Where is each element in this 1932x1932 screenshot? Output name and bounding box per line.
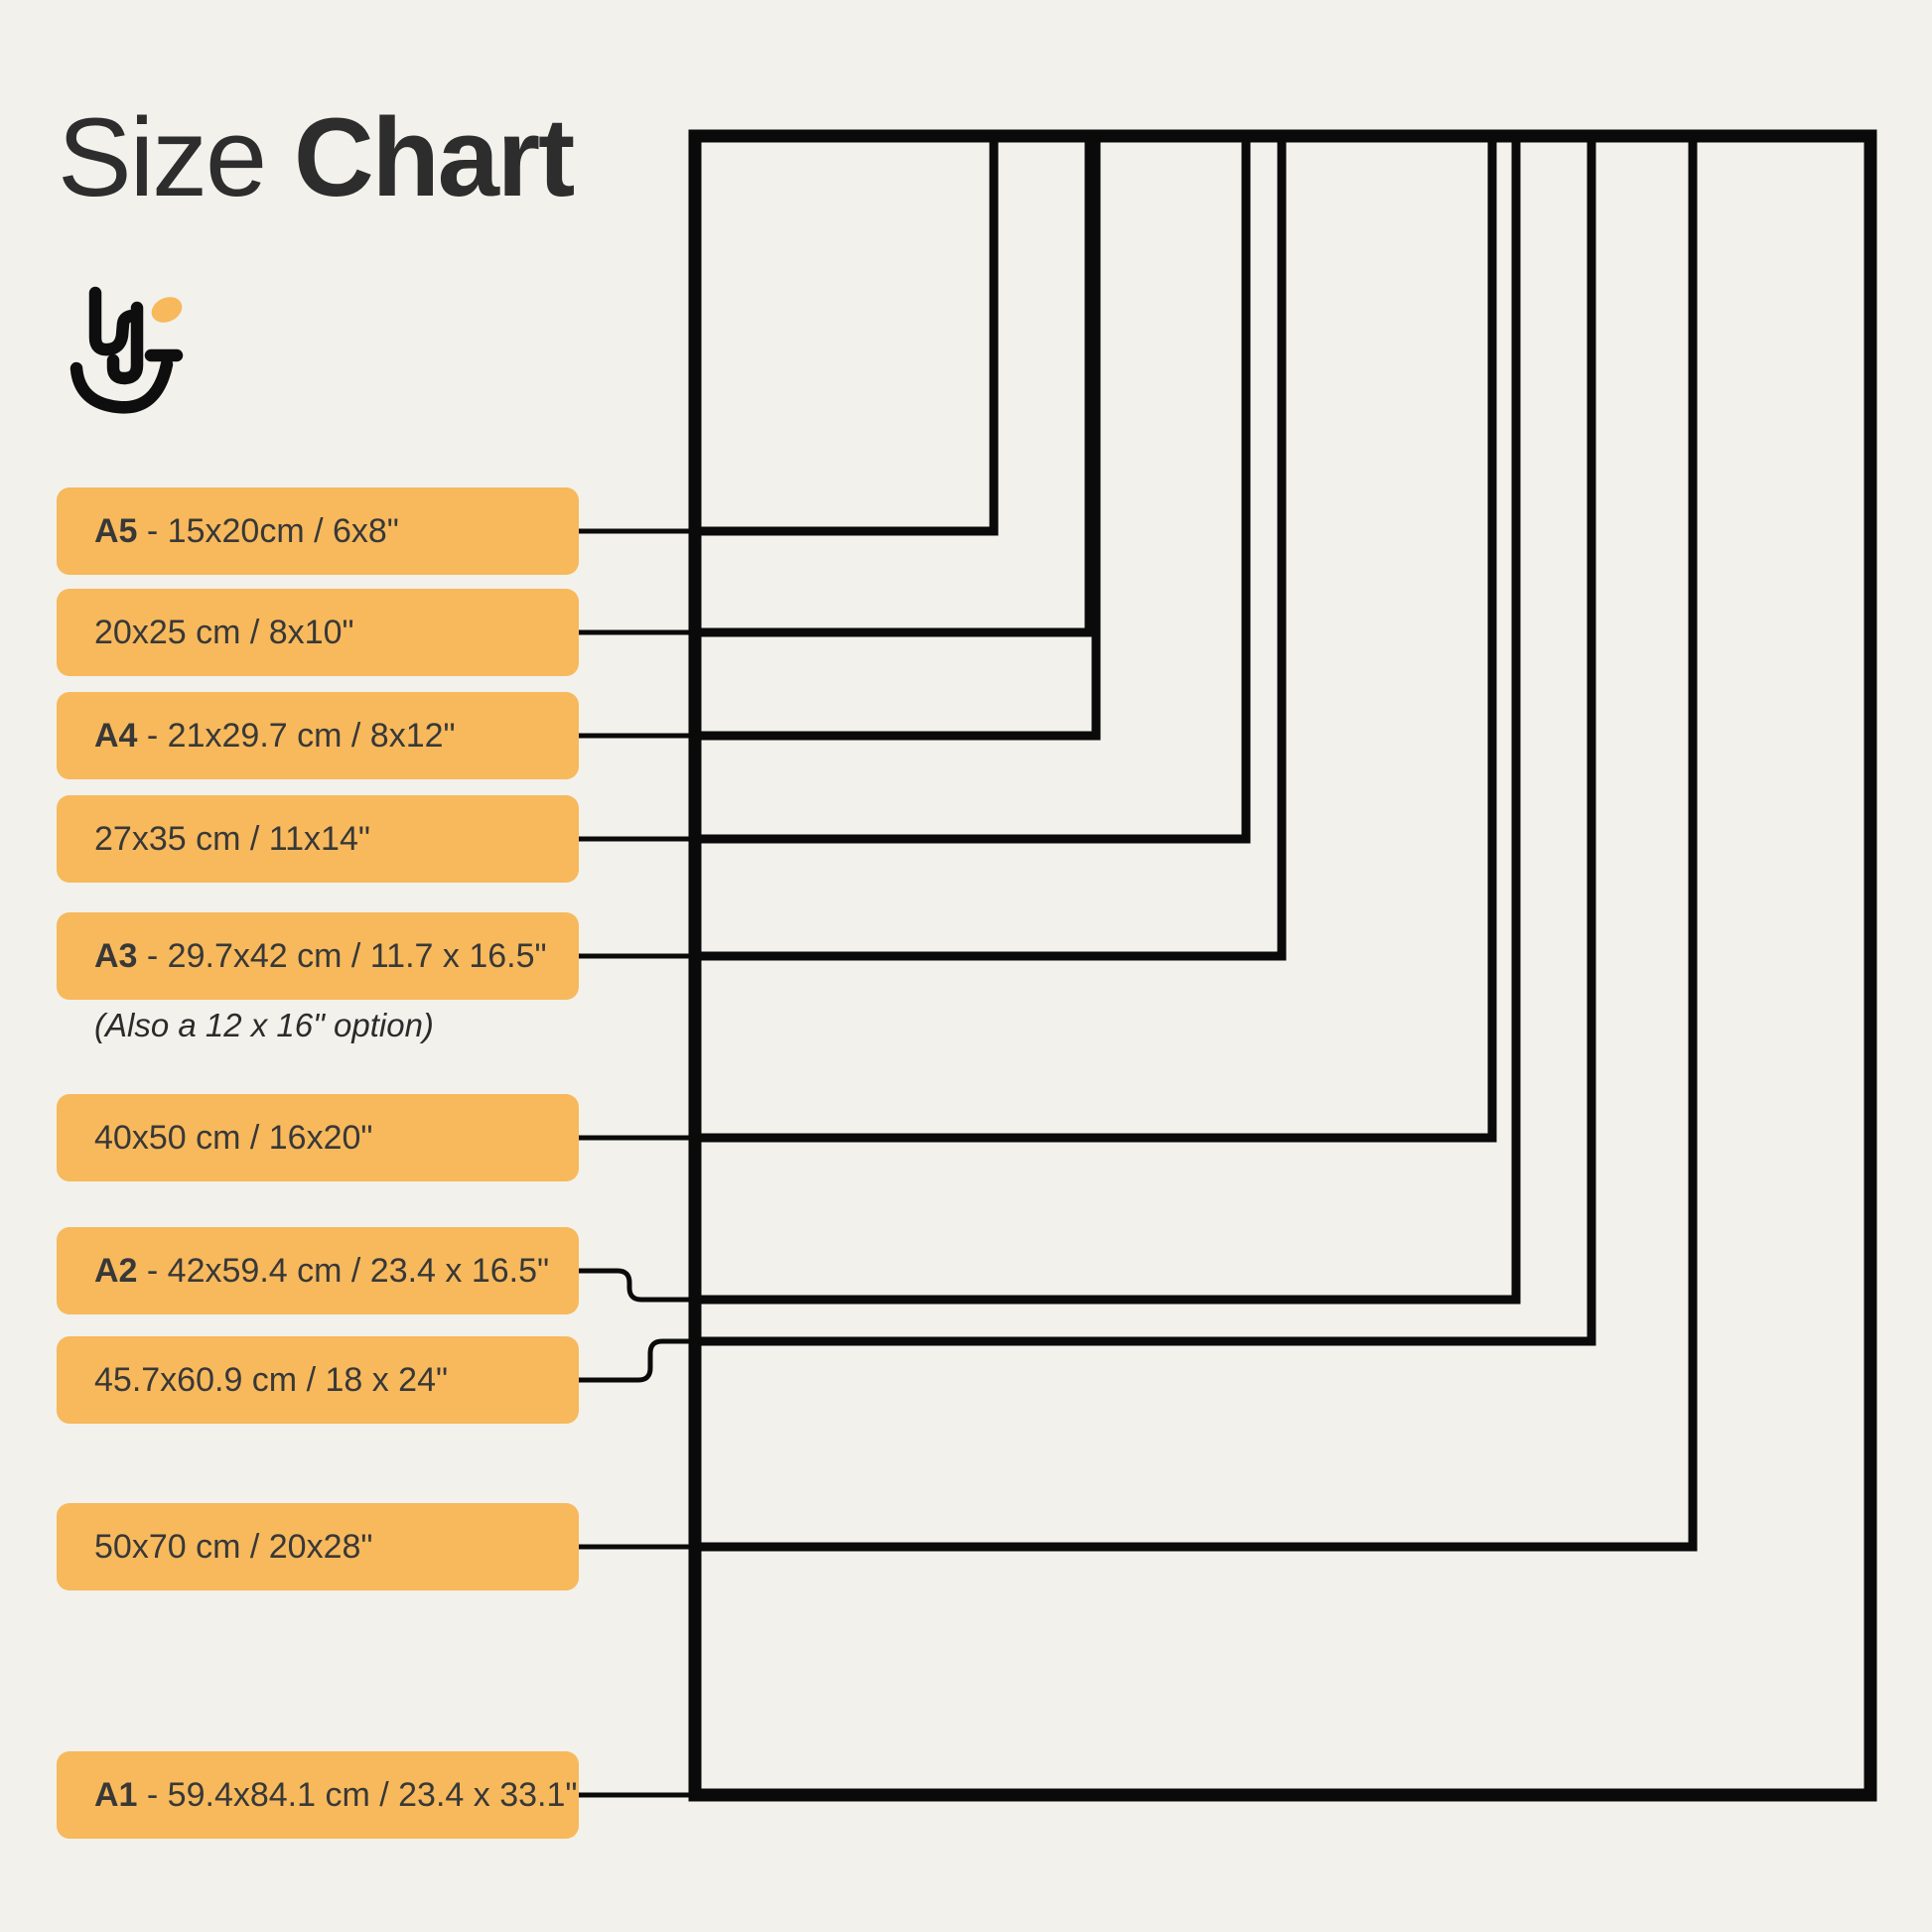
size-code: A5 [94, 511, 138, 550]
size-rectangle-a3 [695, 136, 1282, 956]
size-code: A3 [94, 936, 138, 975]
connector-a2 [579, 1271, 695, 1300]
size-label-a1 [57, 1751, 579, 1839]
title-regular: Size [58, 95, 265, 219]
size-label-a4 [57, 692, 579, 779]
title-bold: Chart [293, 95, 574, 219]
size-label-a3 [57, 912, 579, 1000]
size-dimensions-text: - 42x59.4 cm / 23.4 x 16.5" [137, 1251, 550, 1290]
size-dimensions-text: - 15x20cm / 6x8" [137, 511, 399, 550]
size-label-a5 [57, 487, 579, 575]
size-rectangle-a2 [695, 136, 1516, 1300]
size-label-s4050 [57, 1094, 579, 1181]
size-label-s4560 [57, 1336, 579, 1424]
size-code: A4 [94, 716, 138, 755]
size-rectangle-s2025 [695, 136, 1089, 632]
size-dimensions-text: - 59.4x84.1 cm / 23.4 x 33.1" [137, 1775, 578, 1814]
size-rectangle-a4 [695, 136, 1096, 736]
connector-s4560 [579, 1341, 695, 1380]
size-dimensions-text: 20x25 cm / 8x10" [94, 613, 354, 651]
size-code: A2 [94, 1251, 138, 1290]
size-label-a2 [57, 1227, 579, 1314]
size-label-s2735 [57, 795, 579, 883]
size-dimensions-text: 50x70 cm / 20x28" [94, 1527, 373, 1566]
size-label-s5070 [57, 1503, 579, 1590]
size-dimensions-text: 27x35 cm / 11x14" [94, 819, 370, 858]
size-label-s2025 [57, 589, 579, 676]
size-dimensions-text: 45.7x60.9 cm / 18 x 24" [94, 1360, 449, 1399]
size-dimensions-text: - 29.7x42 cm / 11.7 x 16.5" [137, 936, 547, 975]
size-dimensions-text: - 21x29.7 cm / 8x12" [137, 716, 456, 755]
size-dimensions-text: 40x50 cm / 16x20" [94, 1118, 373, 1157]
a3-note: (Also a 12 x 16" option) [94, 1007, 434, 1043]
size-code: A1 [94, 1775, 138, 1814]
size-rectangle-a5 [695, 136, 994, 531]
